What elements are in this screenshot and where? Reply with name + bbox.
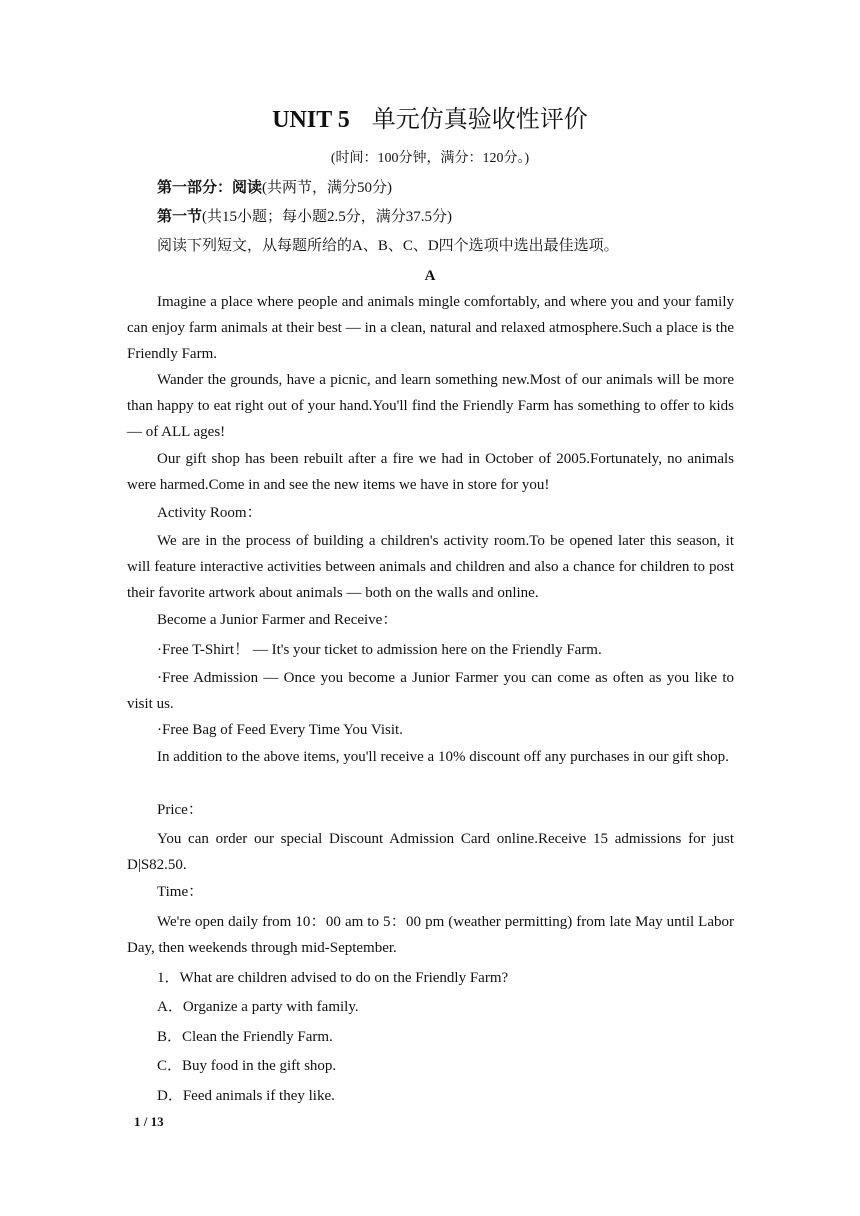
passage-paragraph-4: We are in the process of building a children's activity room.To be opened later this season, it will feature interactive activities between animals and children and also a chance for children to post their favorite artwork about animals — both on the walls and online. — [127, 533, 734, 601]
unit-label: UNIT 5 — [272, 107, 350, 133]
price-heading: Price： — [157, 802, 203, 818]
page-title — [0, 104, 860, 136]
passage-paragraph-7: We're open daily from 10：00 am to 5：00 pm (weather permitting) from late May until Labor Day, then weekends through mid-September. — [127, 914, 734, 956]
passage-paragraph-1: Imagine a place where people and animals mingle comfortably, and where you and your family can enjoy farm animals at their best — in a clean, natural and relaxed atmosphere.Such a place is the Friendly Farm. — [127, 294, 734, 362]
passage-label: A — [424, 268, 436, 284]
time-heading: Time： — [157, 884, 204, 900]
passage-paragraph-6: You can order our special Discount Admission Card online.Receive 15 admissions for just D|S82.50. — [127, 831, 734, 873]
page-number: 1 / 13 — [134, 1114, 164, 1129]
question-option-d: D．Feed animals if they like. — [157, 1088, 335, 1104]
question-option-b: B．Clean the Friendly Farm. — [157, 1029, 333, 1045]
section1-heading-rest: (共15小题；每小题2.5分，满分37.5分) — [202, 209, 453, 225]
activity-room-heading: Activity Room： — [157, 505, 262, 521]
section1-heading-bold: 第一节 — [157, 209, 203, 225]
question-stem: 1．What are children advised to do on the Friendly Farm? — [157, 970, 509, 986]
part1-heading-rest: (共两节，满分50分) — [262, 180, 393, 196]
section1-instruction: 阅读下列短文，从每题所给的A、B、C、D四个选项中选出最佳选项。 — [157, 238, 619, 254]
passage-paragraph-2: Wander the grounds, have a picnic, and learn something new.Most of our animals will be more than happy to eat right out of your hand.You'll find the Friendly Farm has something to offer to kids — of ALL ages! — [127, 372, 734, 440]
junior-farmer-heading: Become a Junior Farmer and Receive： — [157, 612, 398, 628]
benefit-item-2: ·Free Admission — Once you become a Junior Farmer you can come as often as you like to visit us. — [127, 670, 734, 712]
part1-heading — [127, 175, 734, 201]
benefit-item-1: ·Free T-Shirt！ — It's your ticket to admission here on the Friendly Farm. — [157, 642, 602, 658]
passage-paragraph-5: In addition to the above items, you'll receive a 10% discount off any purchases in our gift shop. — [157, 749, 729, 765]
section1-heading — [127, 204, 734, 230]
title-chinese: 单元仿真验收性评价 — [371, 107, 588, 133]
part1-heading-bold: 第一部分：阅读 — [157, 180, 263, 196]
benefit-item-3: ·Free Bag of Feed Every Time You Visit. — [157, 722, 403, 738]
passage-paragraph-3: Our gift shop has been rebuilt after a fire we had in October of 2005.Fortunately, no animals were harmed.Come in and see the new items we have in store for you! — [127, 451, 734, 493]
question-option-c: C．Buy food in the gift shop. — [157, 1058, 337, 1074]
question-option-a: A．Organize a party with family. — [157, 999, 359, 1015]
exam-meta: (时间：100分钟，满分：120分。) — [330, 151, 530, 166]
